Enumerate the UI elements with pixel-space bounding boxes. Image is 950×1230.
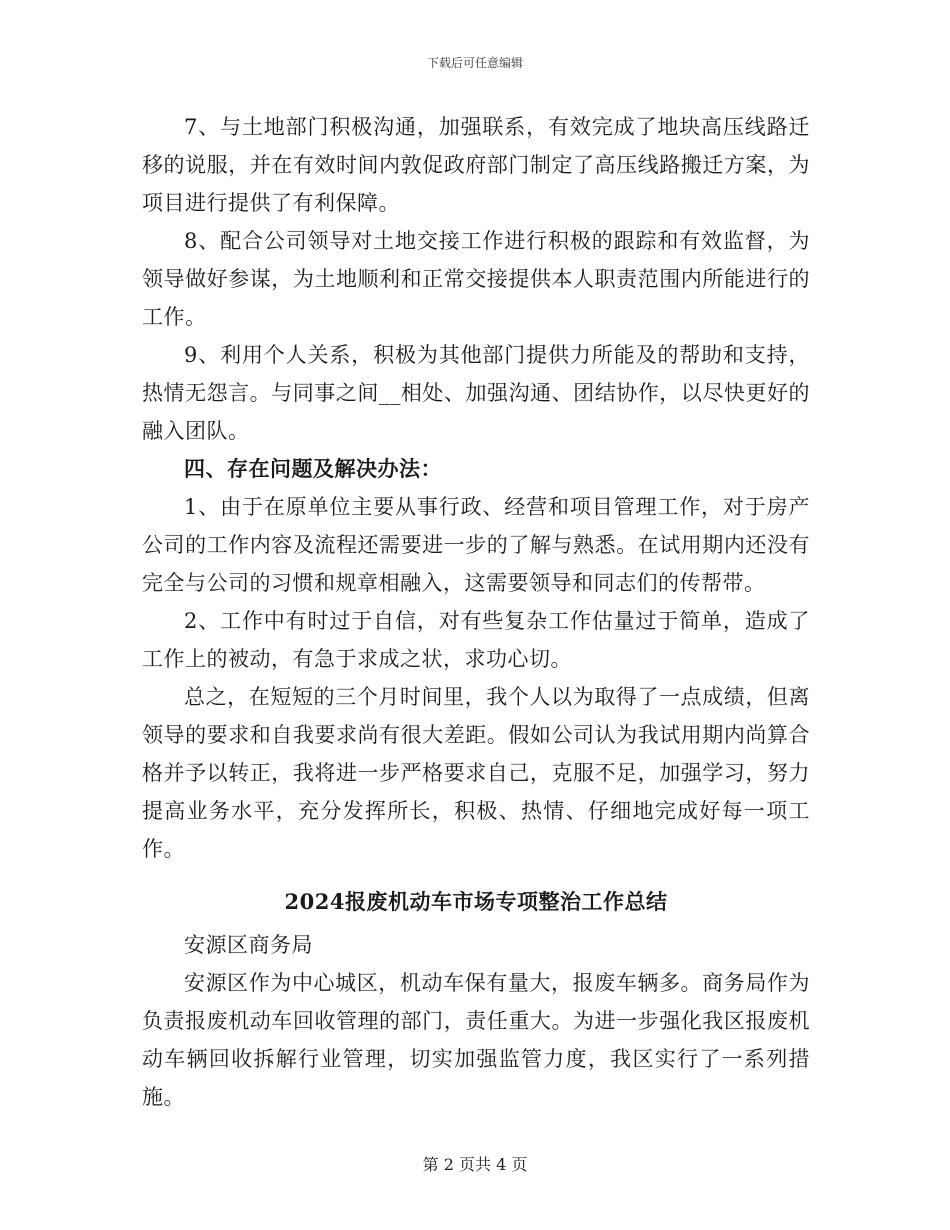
paragraph-item-9: 9、利用个人关系，积极为其他部门提供力所能及的帮助和支持，热情无怨言。与同事之间__相处、加强沟通、团结协作，以尽快更好的融入团队。 — [142, 343, 810, 443]
section-heading: 四、存在问题及解决办法： — [184, 456, 442, 481]
author-line: 安源区商务局 — [184, 933, 313, 957]
document-body — [142, 108, 810, 1116]
paragraph-item-7: 7、与土地部门积极沟通，加强联系，有效完成了地块高压线路迁移的说服，并在有效时间内敦促政府部门制定了高压线路搬迁方案，为项目进行提供了有利保障。 — [142, 115, 810, 215]
problem-paragraph-1: 1、由于在原单位主要从事行政、经营和项目管理工作，对于房产公司的工作内容及流程还需要进一步的了解与熟悉。在试用期内还没有完全与公司的习惯和规章相融入，这需要领导和同志们的传帮带。 — [142, 495, 810, 595]
page-footer: 第 2 页共 4 页 — [422, 1155, 528, 1174]
header-note: 下载后可任意编辑 — [426, 56, 523, 70]
document-title: 2024报废机动车市场专项整治工作总结 — [284, 889, 668, 914]
summary-paragraph: 总之，在短短的三个月时间里，我个人以为取得了一点成绩，但离领导的要求和自我要求尚有很大差距。假如公司认为我试用期内尚算合格并予以转正，我将进一步严格要求自己，克服不足，加强学习，努力提高业务水平，充分发挥所长，积极、热情、仔细地完成好每一项工作。 — [142, 685, 810, 861]
paragraph-item-8: 8、配合公司领导对土地交接工作进行积极的跟踪和有效监督，为领导做好参谋，为土地顺利和正常交接提供本人职责范围内所能进行的工作。 — [142, 229, 810, 329]
intro-paragraph: 安源区作为中心城区，机动车保有量大，报废车辆多。商务局作为负责报废机动车回收管理的部门，责任重大。为进一步强化我区报废机动车辆回收拆解行业管理，切实加强监管力度，我区实行了一系列措施。 — [142, 971, 810, 1109]
problem-paragraph-2: 2、工作中有时过于自信，对有些复杂工作估量过于简单，造成了工作上的被动，有急于求成之状，求功心切。 — [142, 609, 810, 671]
